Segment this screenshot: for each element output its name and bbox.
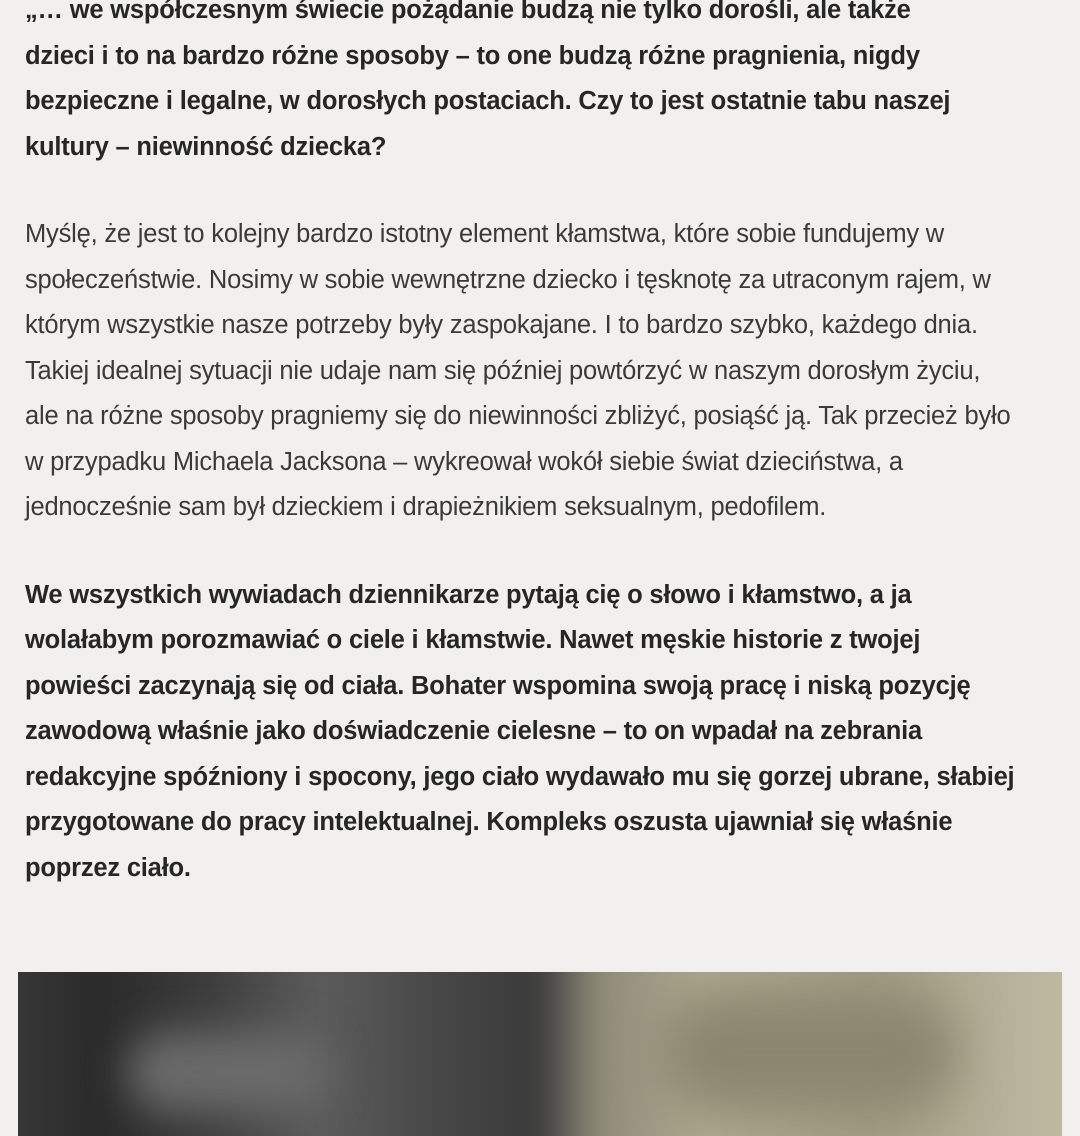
text-line: kultury – niewinność dziecka? (25, 132, 387, 161)
interview-question-1 (25, 0, 1065, 170)
text-line: We wszystkich wywiadach dziennikarze pytają cię o słowo i kłamstwo, a ja (25, 580, 912, 609)
text-line: redakcyjne spóźniony i spocony, jego ciało wydawało mu się gorzej ubrane, słabiej (25, 762, 1015, 791)
interview-answer-1 (25, 212, 1065, 531)
text-line: dzieci i to na bardzo różne sposoby – to one budzą różne pragnienia, nigdy (25, 41, 920, 70)
text-line: „… we współczesnym świecie pożądanie budzą nie tylko dorośli, ale także (25, 0, 911, 24)
text-line: bezpieczne i legalne, w dorosłych postaciach. Czy to jest ostatnie tabu naszej (25, 87, 951, 115)
article-photo (18, 972, 1062, 1136)
paragraph-gap (25, 170, 1065, 212)
text-line: którym wszystkie nasze potrzeby były zaspokajane. I to bardzo szybko, każdego dnia. (25, 311, 978, 339)
text-line: przygotowane do pracy intelektualnej. Kompleks oszusta ujawniał się właśnie (25, 808, 953, 836)
text-line: poprzez ciało. (25, 853, 191, 882)
paragraph-gap (25, 531, 1065, 573)
text-line: powieści zaczynają się od ciała. Bohater wspomina swoją pracę i niską pozycję (25, 671, 971, 700)
text-line: w przypadku Michaela Jacksona – wykreował wokół siebie świat dzieciństwa, a (25, 447, 903, 476)
photo-shape (128, 1032, 328, 1112)
text-line: Myślę, że jest to kolejny bardzo istotny element kłamstwa, które sobie fundujemy w (25, 220, 945, 248)
text-line: społeczeństwie. Nosimy w sobie wewnętrzne dziecko i tęsknotę za utraconym rajem, w (25, 265, 991, 294)
text-line: wolałabym porozmawiać o ciele i kłamstwie. Nawet męskie historie z twojej (25, 626, 921, 654)
text-line: Takiej idealnej sytuacji nie udaje nam się później powtórzyć w naszym dorosłym życiu, (25, 356, 981, 385)
photo-shape (658, 992, 958, 1112)
article-body (25, 0, 1065, 891)
interview-question-2 (25, 573, 1065, 892)
text-line: zawodową właśnie jako doświadczenie cielesne – to on wpadał na zebrania (25, 717, 922, 745)
text-line: jednocześnie sam był dzieckiem i drapieżnikiem seksualnym, pedofilem. (25, 493, 827, 521)
text-line: ale na różne sposoby pragniemy się do niewinności zbliżyć, posiąść ją. Tak przecież było (25, 402, 1011, 430)
